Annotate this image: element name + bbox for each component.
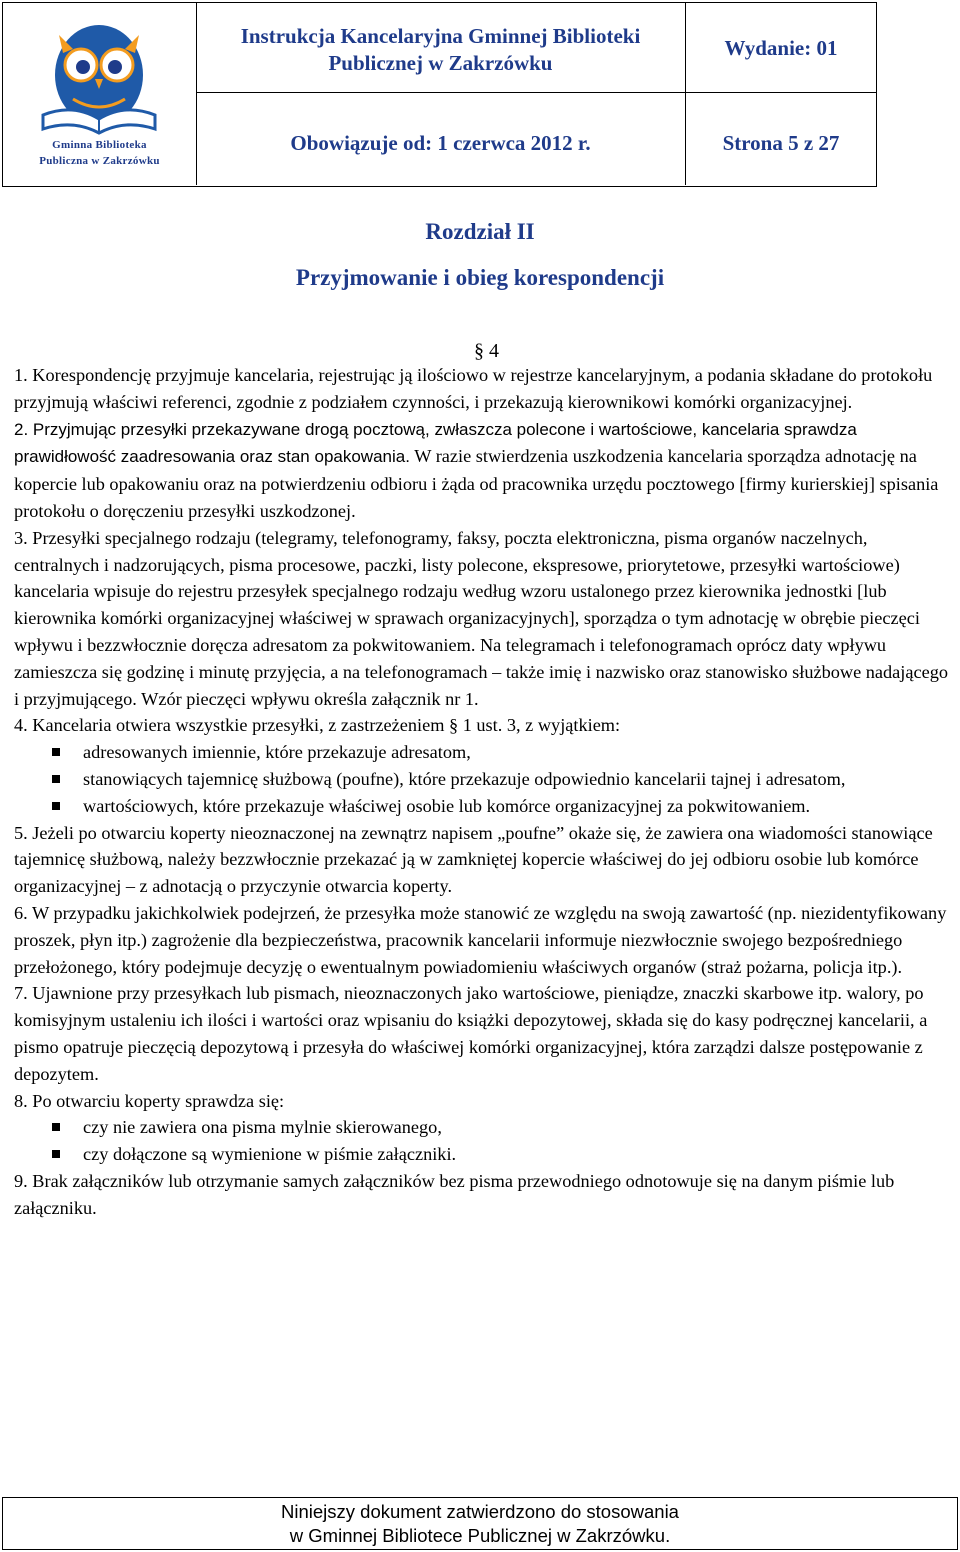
logo-text-line1: Gminna Biblioteka xyxy=(52,139,147,151)
paragraph-2-part-b: W razie stwierdzenia uszkodzenia kancelaria sporządza adnotację na kopercie lub opakowaniu oraz na potwierdzeniu odbioru i żąda od pracownika urzędu pocztowego [firmy kurierskiej] spisania protokołu o doręczeniu przesyłki uszkodzonej. xyxy=(14,446,939,521)
list-item-text: wartościowych, które przekazuje właściwej osobie lub komórce organizacyjnej za pokwitowaniem. xyxy=(83,795,811,816)
footer-line2: w Gminnej Bibliotece Publicznej w Zakrzówku. xyxy=(289,1525,671,1546)
document-footer xyxy=(2,1497,958,1550)
paragraph-4: 4. Kancelaria otwiera wszystkie przesyłki, z zastrzeżeniem § 1 ust. 3, z wyjątkiem: xyxy=(14,715,621,736)
bullet-square-icon xyxy=(52,1150,60,1158)
document-title xyxy=(196,3,686,93)
bullet-square-icon xyxy=(52,748,60,756)
paragraph-4-list xyxy=(14,739,948,819)
list-item xyxy=(14,793,948,820)
list-item-text: czy dołączone są wymienione w piśmie załączniki. xyxy=(83,1144,457,1165)
valid-from-label: Obowiązuje od: 1 czerwca 2012 r. xyxy=(196,93,686,185)
paragraph-2 xyxy=(14,416,948,525)
document-header xyxy=(2,2,877,187)
paragraph-6: 6. W przypadku jakichkolwiek podejrzeń, że przesyłka może stanowić ze względu na swoją zawartość (np. niezidentyfikowany proszek, płyn itp.) zagrożenie dla bezpieczeństwa, pracownik kancelarii informuje niezwłocznie swojego bezpośredniego przełożonego, który podejmuje decyzję o ewentualnym powiadomieniu właściwych organów (straż pożarna, policja itp.). xyxy=(14,902,947,977)
paragraph-8: 8. Po otwarciu koperty sprawdza się: xyxy=(14,1090,285,1111)
bullet-square-icon xyxy=(52,1123,60,1131)
chapter-title: Przyjmowanie i obieg korespondencji xyxy=(295,265,665,290)
bullet-square-icon xyxy=(52,775,60,783)
list-item-text: czy nie zawiera ona pisma mylnie skierowanego, xyxy=(83,1117,442,1138)
chapter-number: Rozdział II xyxy=(425,219,535,244)
list-item xyxy=(14,739,948,766)
title-line2: Publicznej w Zakrzówku xyxy=(328,51,553,75)
section-sign: § 4 xyxy=(474,340,499,362)
paragraph-5: 5. Jeżeli po otwarciu koperty nieoznaczonej na zewnątrz napisem „poufne” okaże się, że zawiera ona wiadomości stanowiące tajemnicę służbową, należy bezzwłocznie przekazać ją w zamkniętej kopercie właściwej do jej odbioru osobie lub komórce organizacyjnej – z adnotacją o przyczynie otwarcia koperty. xyxy=(14,822,933,897)
list-item xyxy=(14,1141,948,1168)
list-item xyxy=(14,766,948,793)
paragraph-3: 3. Przesyłki specjalnego rodzaju (telegramy, telefonogramy, faksy, poczta elektroniczna, pisma organów naczelnych, centralnych i nadzorujących, pisma procesowe, paczki, listy polecone, ekspresowe, priorytetowe, przesyłki wartościowe) kancelaria wpisuje do rejestru przesyłek specjalnego rodzaju według wzoru ustalonego przez kierownika jednostki [lub kierownika komórki organizacyjnej właściwej w sprawach organizacyjnych], sporządza o tym adnotację w obrębie pieczęci wpływu i bezzwłocznie doręcza adresatom za pokwitowaniem. Na telegramach i telefonogramach oprócz daty wpływu zamieszcza się godzinę i minutę przyjęcia, a na telefonogramach – także imię i nazwisko oraz stanowisko służbowe nadającego i przyjmującego. Wzór pieczęci wpływu określa załącznik nr 1. xyxy=(14,527,948,709)
paragraph-2-part-a: 2. Przyjmując przesyłki przekazywane drogą pocztową, zwłaszcza polecone i wartościowe, kancelaria sprawdza prawidłowość zaadresowania oraz stan opakowania. xyxy=(14,419,857,467)
logo-text-line2: Publiczna w Zakrzówku xyxy=(39,155,160,167)
library-logo xyxy=(3,3,197,185)
bullet-square-icon xyxy=(52,802,60,810)
paragraph-8-list xyxy=(14,1114,948,1168)
list-item-text: adresowanych imiennie, które przekazuje adresatom, xyxy=(83,742,471,763)
paragraph-7: 7. Ujawnione przy przesyłkach lub pismach, nieoznaczonych jako wartościowe, pieniądze, znaczki skarbowe itp. walory, po komisyjnym ustaleniu ich ilości i wartości oraz wpisaniu do książki depozytowej, składa się do kasy podręcznej kancelarii, a pismo opatruje pieczęcią depozytową i przesyła do właściwej komórki organizacyjnej, która zarządzi dalsze postępowanie z depozytem. xyxy=(14,983,928,1084)
edition-label: Wydanie: 01 xyxy=(686,3,876,93)
page-number: Strona 5 z 27 xyxy=(722,131,840,155)
footer-line1: Niniejszy dokument zatwierdzono do stosowania xyxy=(281,1501,679,1522)
list-item xyxy=(14,1114,948,1141)
paragraph-1: 1. Korespondencję przyjmuje kancelaria, rejestrując ją ilościowo w rejestrze kancelaryjnym, a podania składane do protokołu przyjmują właściwi referenci, zgodnie z podziałem czynności, i przekazują kierownikowi komórki organizacyjnej. xyxy=(14,365,933,412)
owl-icon xyxy=(3,3,196,138)
list-item-text: stanowiących tajemnicę służbową (poufne), które przekazuje odpowiednio kancelarii tajnej i adresatom, xyxy=(83,768,846,789)
title-line1: Instrukcja Kancelaryjna Gminnej Biblioteki xyxy=(240,24,641,48)
paragraph-9: 9. Brak załączników lub otrzymanie samych załączników bez pisma przewodniego odnotowuje się na danym piśmie lub załączniku. xyxy=(14,1170,895,1218)
document-body xyxy=(14,362,948,1222)
